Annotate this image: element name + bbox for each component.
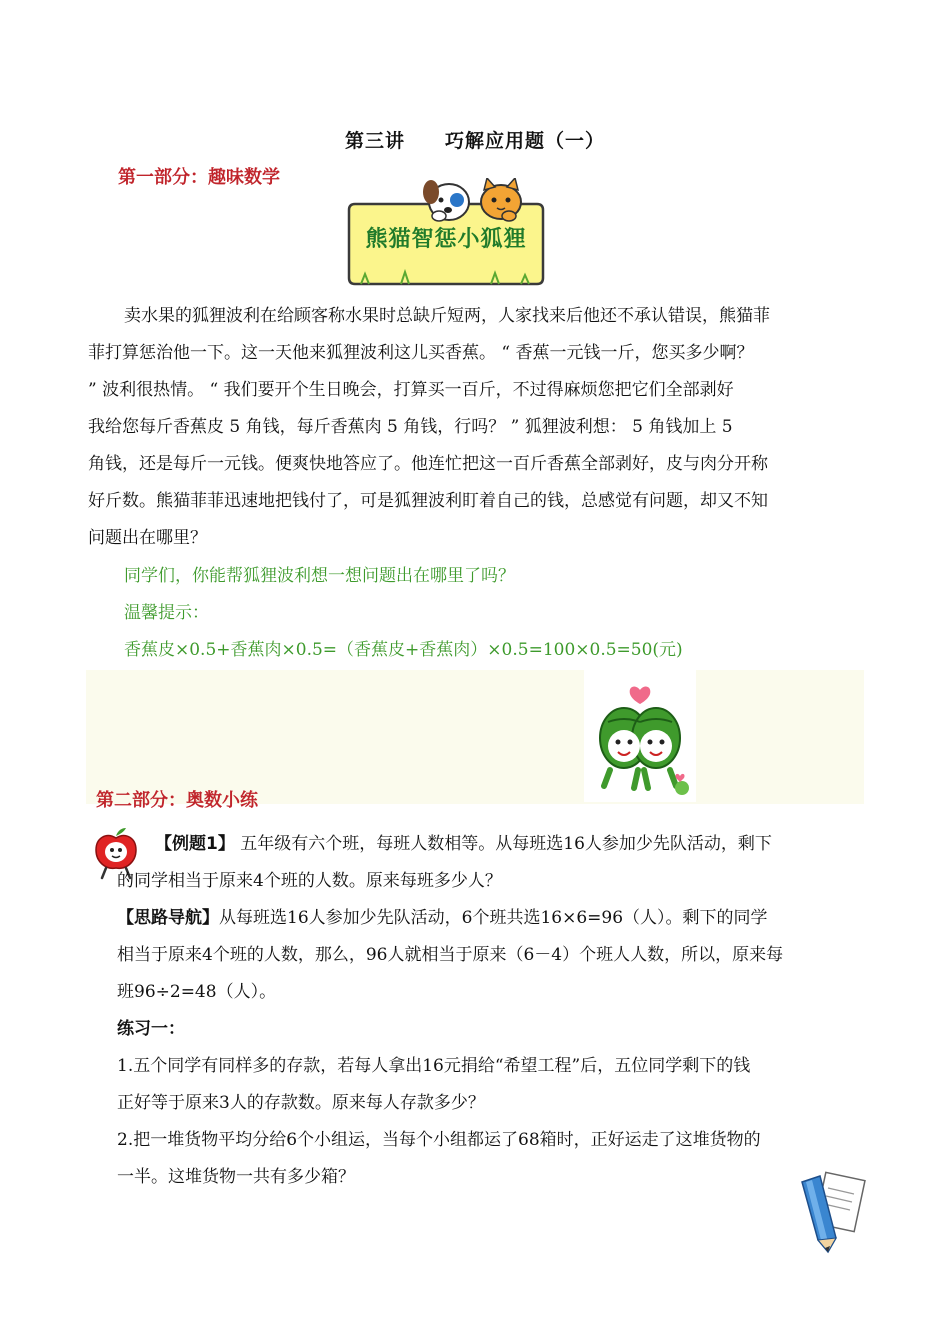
question-text: 同学们，你能帮狐狸波利想一想问题出在哪里了吗？ (124, 566, 515, 586)
pencil-paper-illustration (796, 1168, 866, 1254)
melon-illustration (584, 670, 696, 802)
guide-line-2: 相当于原来4个班的人数，那么，96人就相当于原来（6－4）个班人人数，所以，原来每 (117, 945, 784, 965)
story-line: 好斤数。熊猫菲菲迅速地把钱付了，可是狐狸波利盯着自己的钱，总感觉有问题，却又不知 (88, 491, 768, 511)
story-line: 我给您每斤香蕉皮 5 角钱，每斤香蕉肉 5 角钱，行吗？ ” 狐狸波利想： 5 角钱加上 5 (88, 417, 733, 437)
story-line: 菲打算惩治他一下。这一天他来狐狸波利这儿买香蕉。 “ 香蕉一元钱一斤，您买多少啊？ (88, 343, 754, 363)
banner-title: 熊猫智惩小狐狸 (365, 227, 527, 252)
practice-q1-line-2: 正好等于原来3人的存款数。原来每人存款多少？ (117, 1093, 485, 1113)
practice-q2-line-2: 一半。这堆货物一共有多少箱？ (117, 1167, 355, 1187)
hint-formula: 香蕉皮×0.5+香蕉肉×0.5=（香蕉皮+香蕉肉）×0.5=100×0.5=50(元) (124, 640, 683, 660)
story-line: 角钱，还是每斤一元钱。便爽快地答应了。他连忙把这一百斤香蕉全部剥好，皮与肉分开称 (88, 454, 768, 474)
part2-heading: 第二部分：奥数小练 (96, 790, 258, 811)
section-band (86, 670, 864, 804)
practice-q1-line-1: 1.五个同学有同样多的存款，若每人拿出16元捐给“希望工程”后，五位同学剩下的钱 (117, 1056, 751, 1076)
page-title (0, 126, 950, 153)
example-line-1: 【例题1】 五年级有六个班，每班人数相等。从每班选16人参加少先队活动，剩下 (155, 834, 772, 854)
story-line: 卖水果的狐狸波利在给顾客称水果时总缺斤短两，人家找来后他还不承认错误，熊猫菲 (124, 306, 770, 326)
watermelon-couple-icon (584, 670, 696, 802)
practice-label: 练习一： (117, 1019, 185, 1039)
pencil-icon (796, 1168, 866, 1254)
story-paragraph (88, 298, 863, 557)
example-line-2: 的同学相当于原来4个班的人数。原来每班多少人？ (117, 871, 502, 891)
story-line: 问题出在哪里？ (88, 528, 207, 548)
guide-line-3: 班96÷2=48（人）。 (117, 982, 277, 1002)
practice-q2-line-1: 2.把一堆货物平均分给6个小组运，当每个小组都运了68箱时，正好运走了这堆货物的 (117, 1130, 761, 1150)
guide-line-1: 【思路导航】从每班选16人参加少先队活动，6个班共选16×6=96（人）。剩下的同学 (117, 908, 768, 928)
banner-illustration (341, 178, 549, 288)
lecture-number: 第三讲 (344, 130, 405, 152)
hint-label: 温馨提示： (124, 603, 209, 623)
part1-heading: 第一部分：趣味数学 (118, 167, 280, 188)
example-label: 【例题1】 (155, 834, 235, 854)
guide-label: 【思路导航】 (117, 908, 219, 928)
lecture-topic: 巧解应用题（一） (445, 130, 606, 152)
story-line: ” 波利很热情。 “ 我们要开个生日晚会，打算买一百斤，不过得麻烦您把它们全部剥好 (88, 380, 734, 400)
